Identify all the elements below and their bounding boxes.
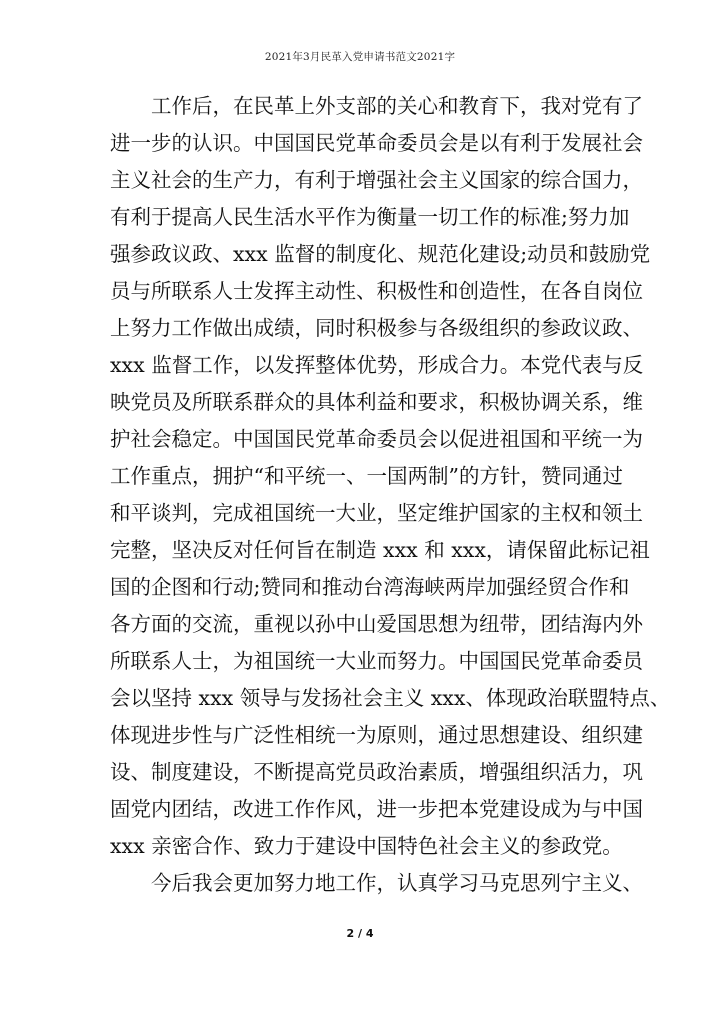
- paragraph-1-line-2: 进一步的认识。中国国民党革命委员会是以有利于发展社会: [110, 131, 643, 155]
- paragraph-1-line-8: xxx 监督工作，以发挥整体优势，形成合力。本党代表与反: [110, 353, 644, 377]
- paragraph-1-line-16: 所联系人士，为祖国统一大业而努力。中国国民党革命委员: [110, 649, 643, 673]
- paragraph-1-line-11: 工作重点，拥护“和平统一、一国两制”的方针，赞同通过: [110, 464, 623, 488]
- paragraph-1-line-12: 和平谈判，完成祖国统一大业，坚定维护国家的主权和领土: [110, 501, 643, 525]
- paragraph-1-line-6: 员与所联系人士发挥主动性、积极性和创造性，在各自岗位: [110, 279, 643, 303]
- paragraph-1-line-10: 护社会稳定。中国国民党革命委员会以促进祖国和平统一为: [110, 427, 643, 451]
- paragraph-1-line-1: 工作后，在民革上外支部的关心和教育下，我对党有了: [151, 94, 643, 118]
- paragraph-1-line-13: 完整，坚决反对任何旨在制造 xxx 和 xxx，请保留此标记祖: [110, 538, 650, 562]
- paragraph-1-line-14: 国的企图和行动;赞同和推动台湾海峡两岸加强经贸合作和: [110, 575, 630, 599]
- paragraph-1-line-15: 各方面的交流，重视以孙中山爱国思想为纽带，团结海内外: [110, 612, 643, 636]
- paragraph-1-line-3: 主义社会的生产力，有利于增强社会主义国家的综合国力，: [110, 168, 643, 192]
- paragraph-1-line-7: 上努力工作做出成绩，同时积极参与各级组织的参政议政、: [110, 316, 643, 340]
- paragraph-1-line-19: 设、制度建设，不断提高党员政治素质，增强组织活力，巩: [110, 760, 643, 784]
- paragraph-1-line-9: 映党员及所联系群众的具体利益和要求，积极协调关系，维: [110, 390, 643, 414]
- paragraph-1-line-5: 强参政议政、xxx 监督的制度化、规范化建设;动员和鼓励党: [110, 242, 651, 266]
- paragraph-1-line-4: 有利于提高人民生活水平作为衡量一切工作的标准;努力加: [110, 205, 630, 229]
- paragraph-2-line-1: 今后我会更加努力地工作，认真学习马克思列宁主义、: [151, 871, 643, 895]
- paragraph-1-line-18: 体现进步性与广泛性相统一为原则，通过思想建设、组织建: [110, 723, 643, 747]
- page-header-title: 2021年3月民革入党申请书范文2021字: [264, 51, 456, 63]
- paragraph-1-line-17: 会以坚持 xxx 领导与发扬社会主义 xxx、体现政治联盟特点、: [110, 686, 671, 710]
- document-body: [110, 88, 671, 902]
- page-number: 2 / 4: [346, 927, 374, 940]
- paragraph-1-line-20: 固党内团结，改进工作作风，进一步把本党建设成为与中国: [110, 797, 643, 821]
- paragraph-1-line-21: xxx 亲密合作、致力于建设中国特色社会主义的参政党。: [110, 834, 623, 858]
